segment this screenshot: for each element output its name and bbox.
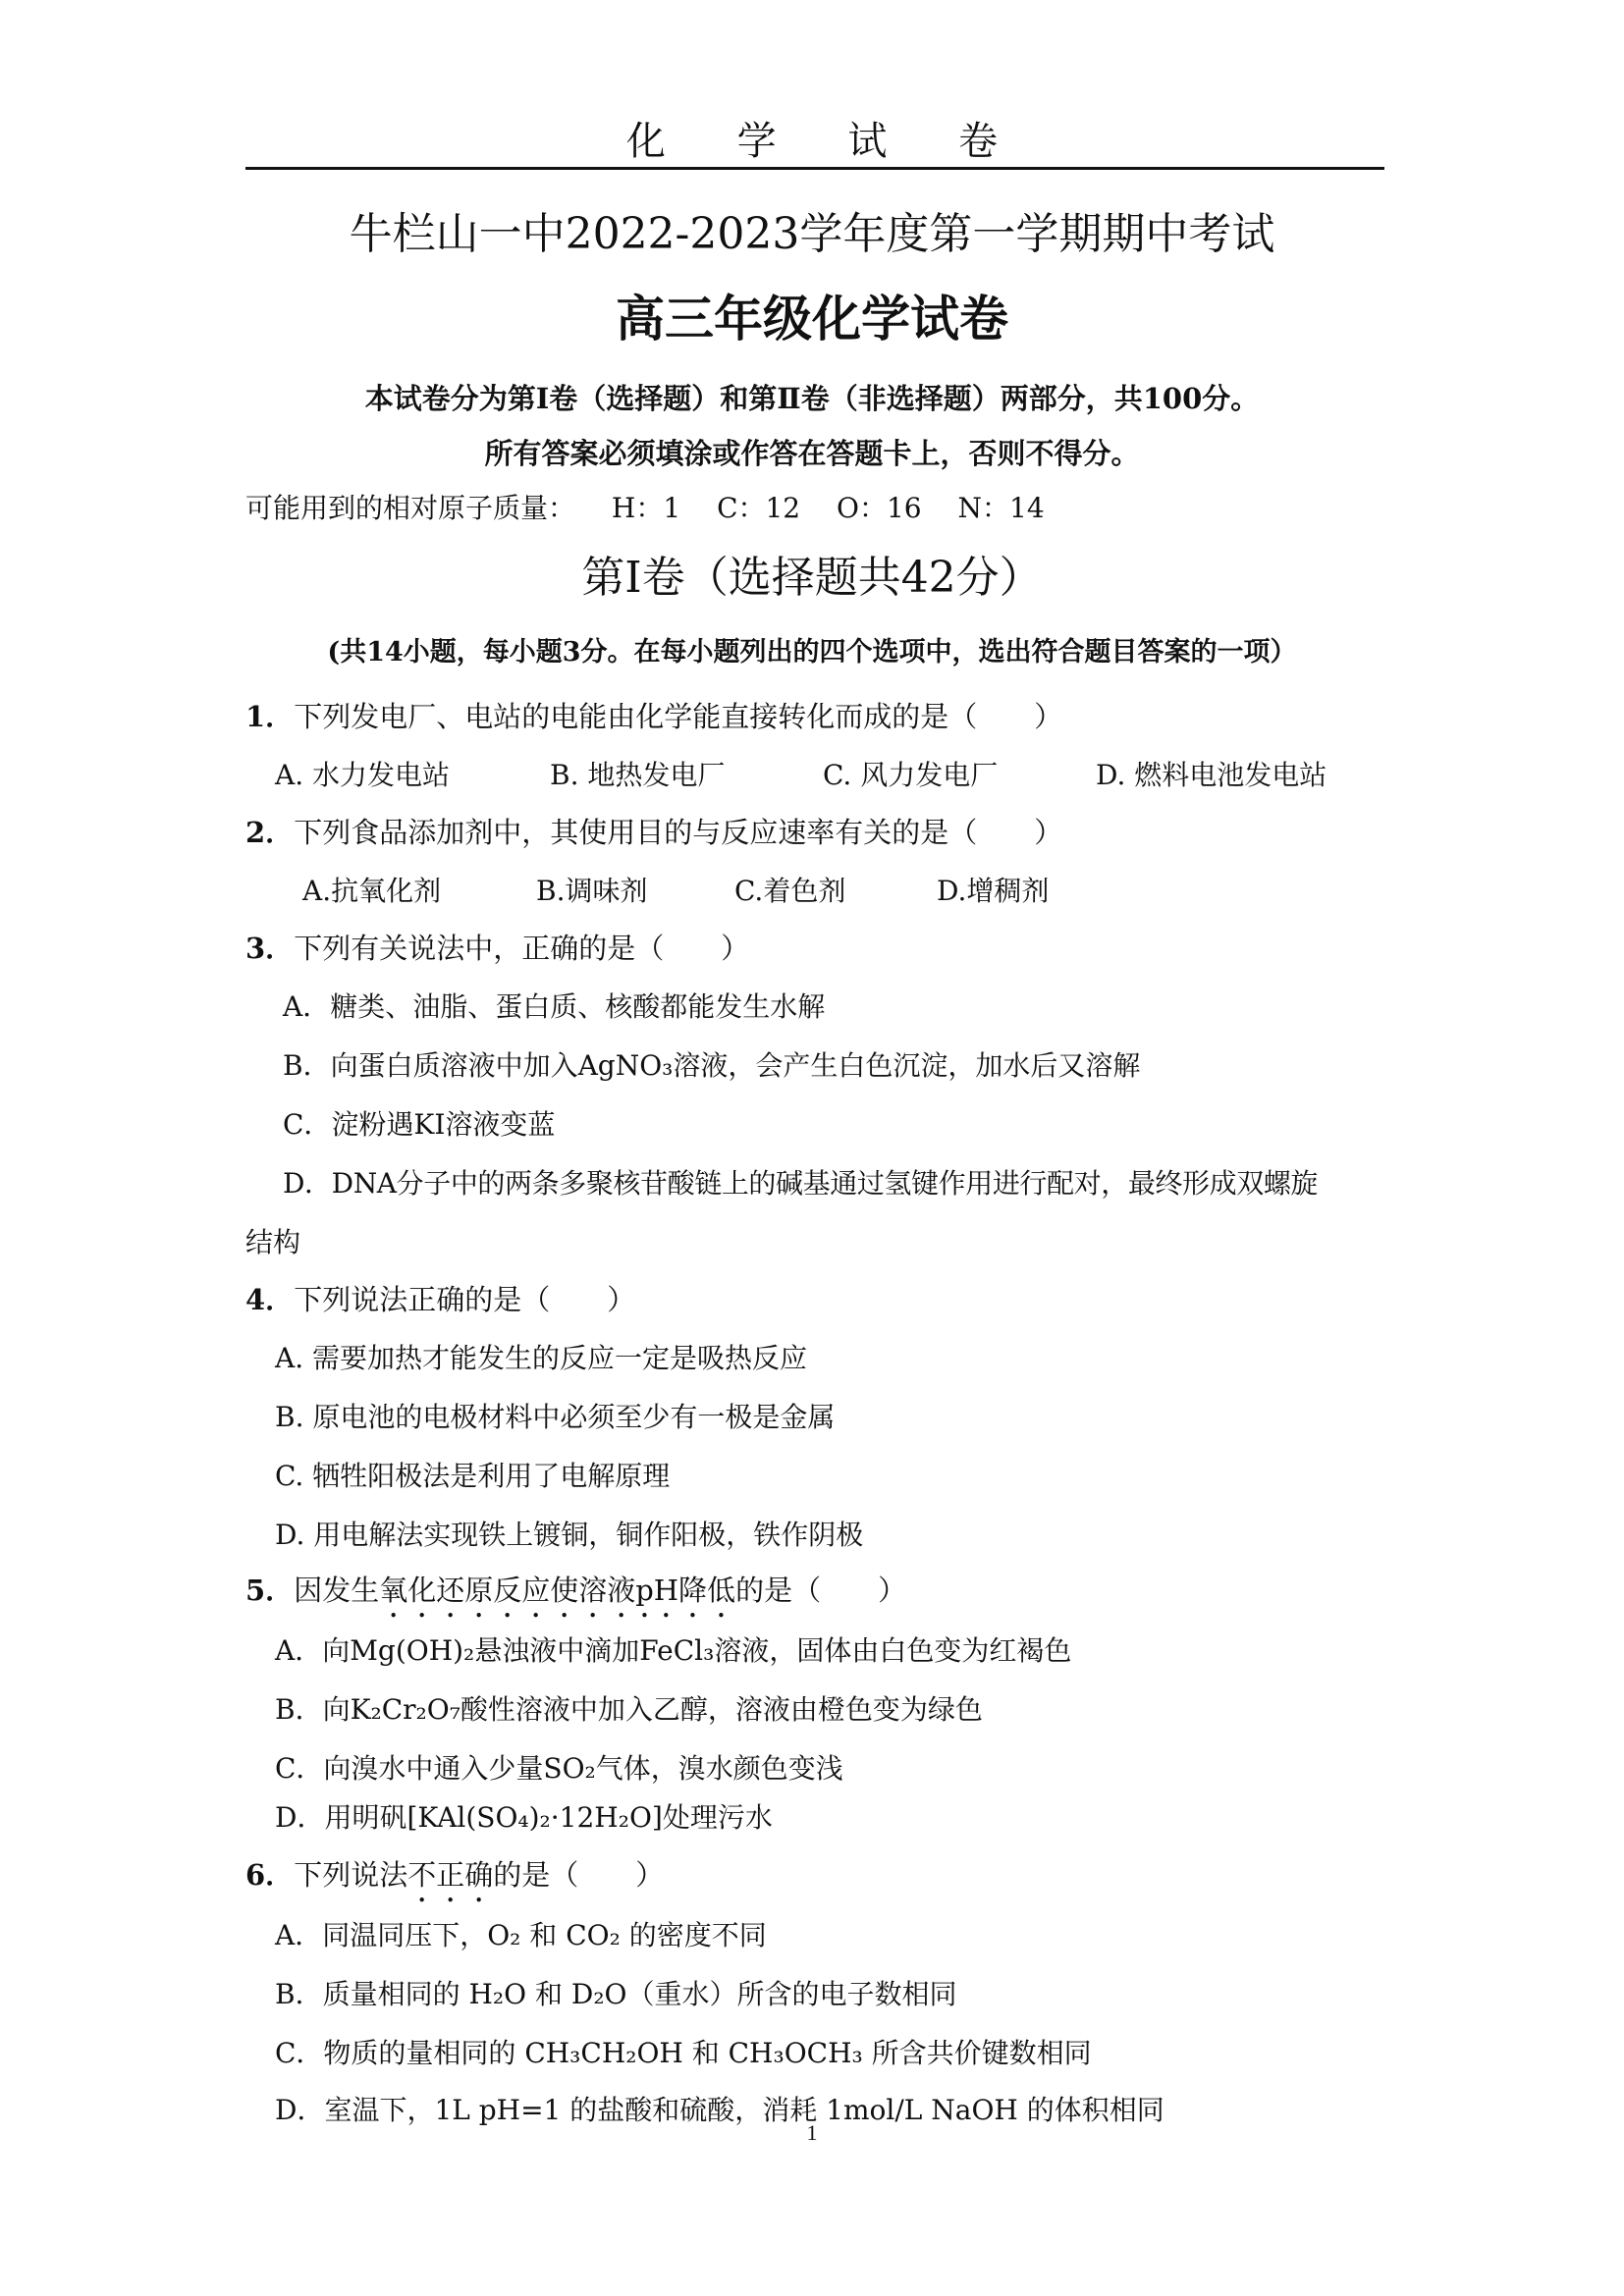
question-4-option-a: A. 需要加热才能发生的反应一定是吸热反应 xyxy=(275,1342,808,1374)
atomic-mass-label: 可能用到的相对原子质量： xyxy=(245,492,576,524)
question-3-option-b: B．向蛋白质溶液中加入AgNO₃溶液，会产生白色沉淀，加水后又溶解 xyxy=(283,1049,1141,1082)
question-text: 下列说法正确的是（ ） xyxy=(294,1283,636,1316)
question-number: 1． xyxy=(245,700,295,733)
question-text-post: 的是（ ） xyxy=(735,1574,907,1607)
question-3-option-d: D．DNA分子中的两条多聚核苷酸链上的碱基通过氢键作用进行配对，最终形成双螺旋 xyxy=(283,1167,1319,1200)
question-6-stem xyxy=(245,1853,664,1909)
question-6-option-d: D．室温下，1L pH=1 的盐酸和硫酸，消耗 1mol/L NaOH 的体积相同 xyxy=(275,2094,1164,2126)
emphasized-text: 氧化还原反应使溶液pH降低 xyxy=(379,1574,736,1607)
intro-line-2: 所有答案必须填涂或作答在答题卡上，否则不得分。 xyxy=(484,437,1140,470)
question-text-pre: 下列说法 xyxy=(294,1858,408,1892)
atomic-mass-c: C：12 xyxy=(717,492,801,524)
question-number: 3． xyxy=(245,932,295,965)
atomic-mass-h: H：1 xyxy=(611,492,681,524)
question-4-option-d: D. 用电解法实现铁上镀铜，铜作阳极，铁作阴极 xyxy=(275,1519,864,1551)
option: C. 风力发电厂 xyxy=(823,759,999,791)
question-5-option-b: B．向K₂Cr₂O₇酸性溶液中加入乙醇，溶液由橙色变为绿色 xyxy=(275,1693,983,1726)
question-2-stem xyxy=(245,811,1062,851)
option: B. 地热发电厂 xyxy=(550,759,726,791)
question-5-option-c: C．向溴水中通入少量SO₂气体，溴水颜色变浅 xyxy=(275,1752,843,1785)
question-5-option-d: D．用明矾[KAl(SO₄)₂·12H₂O]处理污水 xyxy=(275,1801,773,1834)
question-text: 下列有关说法中，正确的是（ ） xyxy=(294,932,750,965)
question-4-option-c: C. 牺牲阳极法是利用了电解原理 xyxy=(275,1460,671,1492)
option: C.着色剂 xyxy=(734,875,846,907)
question-number: 5． xyxy=(245,1574,295,1607)
intro-line-1: 本试卷分为第Ⅰ卷（选择题）和第Ⅱ卷（非选择题）两部分，共100分。 xyxy=(364,382,1260,415)
question-text: 下列发电厂、电站的电能由化学能直接转化而成的是（ ） xyxy=(294,700,1063,733)
section-note: (共14小题，每小题3分。在每小题列出的四个选项中，选出符合题目答案的一项） xyxy=(327,637,1297,667)
question-text: 下列食品添加剂中，其使用目的与反应速率有关的是（ ） xyxy=(294,816,1063,849)
paper-title: 高三年级化学试卷 xyxy=(616,290,1008,347)
question-6-option-c: C．物质的量相同的 CH₃CH₂OH 和 CH₃OCH₃ 所含共价键数相同 xyxy=(275,2037,1092,2069)
section-title: 第Ⅰ卷（选择题共42分） xyxy=(581,553,1043,603)
question-1-stem xyxy=(245,695,1062,735)
question-text-pre: 因发生 xyxy=(294,1574,380,1607)
question-3-stem xyxy=(245,927,749,967)
question-4-option-b: B. 原电池的电极材料中必须至少有一极是金属 xyxy=(275,1401,836,1433)
option: A. 水力发电站 xyxy=(275,759,451,791)
question-6-option-a: A．同温同压下，O₂ 和 CO₂ 的密度不同 xyxy=(275,1919,767,1951)
page-number: 1 xyxy=(806,2120,818,2145)
header-rule xyxy=(245,167,1384,170)
question-3-option-a: A．糖类、油脂、蛋白质、核酸都能发生水解 xyxy=(283,990,826,1023)
option: A.抗氧化剂 xyxy=(302,875,442,907)
atomic-masses xyxy=(245,487,1072,526)
question-6-option-b: B．质量相同的 H₂O 和 D₂O（重水）所含的电子数相同 xyxy=(275,1978,957,2010)
exam-title: 牛栏山一中2022-2023学年度第一学期期中考试 xyxy=(349,209,1275,259)
question-3-option-c: C．淀粉遇KI溶液变蓝 xyxy=(283,1108,556,1141)
question-number: 2． xyxy=(245,816,295,849)
option: B.调味剂 xyxy=(536,875,648,907)
atomic-mass-n: N：14 xyxy=(957,492,1045,524)
question-4-stem xyxy=(245,1278,635,1318)
question-3-option-d-continued: 结构 xyxy=(245,1226,301,1258)
question-5-option-a: A．向Mg(OH)₂悬浊液中滴加FeCl₃溶液，固体由白色变为红褐色 xyxy=(275,1634,1072,1667)
question-5-stem xyxy=(245,1569,906,1625)
question-number: 6． xyxy=(245,1858,295,1892)
running-header: 化 学 试 卷 xyxy=(625,119,1028,164)
atomic-mass-o: O：16 xyxy=(837,492,922,524)
question-number: 4． xyxy=(245,1283,295,1316)
emphasized-text: 不正确 xyxy=(407,1858,494,1892)
option: D.增稠剂 xyxy=(937,875,1050,907)
option: D. 燃料电池发电站 xyxy=(1096,759,1327,791)
question-text-post: 的是（ ） xyxy=(493,1858,665,1892)
